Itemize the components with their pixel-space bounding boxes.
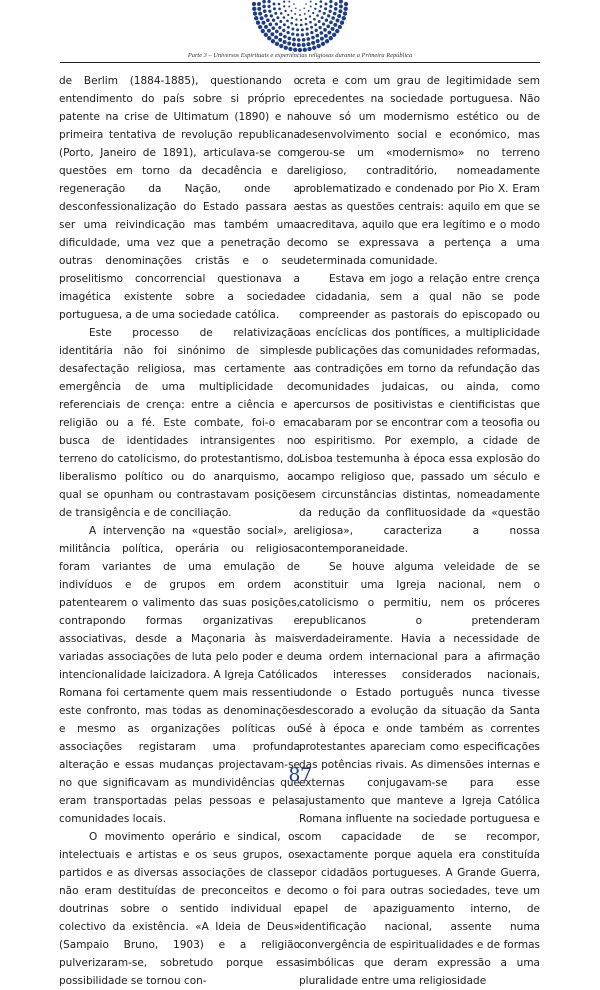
page-number: 87 bbox=[288, 764, 312, 786]
ornament-dot bbox=[299, 9, 301, 11]
ornament-dot bbox=[305, 18, 307, 20]
ornament-dot bbox=[316, 14, 319, 17]
ornament-dot bbox=[292, 38, 296, 42]
paragraph: O movimento operário e sindical, os intelectuais e artistas e os seus grupos, os partidos e as diversas associações de classe não eram destituídas de preconceitos e de doutrinas sobre o sentido individual e colectivo da existência. «A Ideia de Deus» (Sampaio Bruno, 1903) e a religião pulverizaram-se, sobretudo porque essa possibilidade se tornou con- bbox=[59, 831, 300, 987]
paragraph: Se houve alguma veleidade de se constituir uma Igreja nacional, nem o catolicismo o permitiu, nem os próceres republicanos o pretenderam verdadeiramente. Havia a necessidade de uma ordem internacional para a afirmação dos interesses considerados nacionais, donde o Estado português nunca tivesse descorado a evolução da situação da Santa Sé à época e onde também as correntes protestantes apareciam como especificações das potências rivais. As dimensões internas e externas conjugavam-se para esse ajustamento que manteve a Igreja Católica Romana influente na sociedade portuguesa e com capacidade de se recompor, exactamente porque aquela era constituída por cidadãos portugueses. A Grande Guerra, como o foi para outras sociedades, teve um papel de apaziguamento interno, de identificação nacional, assente numa convergência de espiritualidades e de formas simbólicas que deram expressão a uma pluralidade entre uma religiosidade bbox=[299, 561, 540, 987]
ornament-dot bbox=[306, 42, 310, 46]
ornament-dot bbox=[339, 4, 343, 8]
ornament-dot bbox=[293, 3, 295, 5]
ornament-dot bbox=[320, 31, 324, 35]
ornament-dot bbox=[280, 12, 283, 15]
paragraph: A intervenção na «questão social», a militância política, operária ou religiosa foram variantes de uma emulação de indivíduos e de grupos em ordem a patentearem o valimento das suas posições, contrapondo formas organizativas e associativas, desde a Maçonaria às mais variadas associações de luta pelo poder e de intencionalidade laicizadora. A Igreja Católica Romana foi certamente quem mais ressentiu este confronto, mas todas as denominações e mesmo as organizações políticas ou associações registaram uma profunda alteração e essas mudanças projectavam-se no que significavam as mundividências que eram transportadas pelas pessoas e pelas comunidades locais. bbox=[59, 525, 300, 825]
ornament-dot bbox=[260, 16, 264, 20]
ornament-dot bbox=[295, 23, 298, 26]
ornament-dot bbox=[274, 35, 278, 39]
ornament-dot bbox=[313, 18, 316, 21]
ornament-dot bbox=[279, 33, 283, 37]
ornament-dot bbox=[279, 20, 282, 23]
ornament-dot bbox=[315, 29, 318, 32]
ornament-dot bbox=[314, 8, 316, 10]
ornament-dot bbox=[311, 41, 315, 45]
ornament-dot bbox=[261, 29, 265, 33]
ornament-dot bbox=[284, 46, 288, 50]
ornament-dot bbox=[274, 12, 277, 15]
ornament-dot bbox=[336, 19, 340, 23]
ornament-dot bbox=[315, 34, 319, 38]
ornament-dot bbox=[310, 31, 313, 34]
ornament-dot bbox=[329, 36, 333, 40]
ornament-dot bbox=[297, 43, 301, 47]
ornament-dot bbox=[307, 37, 311, 41]
ornament-dot bbox=[283, 0, 285, 2]
ornament-dot bbox=[271, 39, 275, 43]
ornament-dot bbox=[283, 40, 287, 44]
ornament-dot bbox=[334, 7, 338, 11]
ornament-dot bbox=[270, 32, 274, 36]
ornament-dot bbox=[320, 0, 323, 3]
ornament-dot bbox=[286, 31, 289, 34]
ornament-dot bbox=[288, 5, 290, 7]
ornament-dot bbox=[302, 43, 306, 47]
ornament-dot bbox=[290, 10, 292, 12]
ornament-dot bbox=[306, 28, 309, 31]
ornament-dot bbox=[300, 19, 302, 21]
ornament-dot bbox=[268, 10, 271, 13]
ornament-dot bbox=[329, 5, 332, 8]
ornament-dot bbox=[283, 35, 287, 39]
ornament-dot bbox=[331, 16, 335, 20]
ornament-dot bbox=[309, 21, 312, 24]
ornament-dot bbox=[322, 22, 325, 25]
ornament-dot bbox=[321, 42, 325, 46]
ornament-dot bbox=[275, 30, 279, 34]
ornament-dot bbox=[324, 34, 328, 38]
ornament-dot bbox=[275, 22, 278, 25]
ornament-dot bbox=[316, 39, 320, 43]
ornament-dot bbox=[306, 32, 309, 35]
ornament-dot bbox=[301, 28, 304, 31]
ornament-dot bbox=[273, 7, 276, 10]
ornament-dot bbox=[276, 16, 279, 19]
ornament-dot bbox=[262, 5, 266, 9]
ornament-dot bbox=[310, 26, 313, 29]
header-rule bbox=[60, 62, 540, 63]
ornament-dot bbox=[333, 12, 337, 16]
ornament-dot bbox=[266, 18, 270, 22]
ornament-dot bbox=[272, 19, 275, 22]
ornament-dot bbox=[278, 38, 282, 42]
ornament-dot bbox=[331, 27, 335, 31]
ornament-dot bbox=[344, 2, 348, 6]
ornament-dot bbox=[311, 36, 315, 40]
ornament-dot bbox=[329, 21, 333, 25]
running-header: Parte 3 – Universos Espirituais e experiências religiosas durante a Primeira República bbox=[187, 52, 413, 59]
ornament-dot bbox=[323, 28, 327, 32]
ornament-dot bbox=[271, 26, 275, 30]
ornament-dot bbox=[287, 14, 289, 16]
ornament-dot bbox=[288, 1, 290, 3]
ornament-dot bbox=[254, 16, 258, 20]
ornament-dot bbox=[343, 11, 347, 15]
ornament-dot bbox=[292, 43, 296, 47]
ornament-dot bbox=[283, 23, 286, 26]
ornament-dot bbox=[295, 18, 297, 20]
ornament-dot bbox=[296, 28, 299, 31]
ornament-dot bbox=[263, 9, 267, 13]
ornament-dot bbox=[267, 29, 271, 33]
ornament-dot bbox=[296, 33, 299, 36]
ornament-dot bbox=[291, 28, 294, 31]
ornament-dot bbox=[273, 3, 276, 6]
ornament-dot bbox=[256, 21, 260, 25]
ornament-dot bbox=[304, 13, 306, 15]
ornament-dot bbox=[317, 44, 321, 48]
ornament-dot bbox=[262, 21, 266, 25]
ornament-dot bbox=[295, 7, 297, 9]
ornament-dot bbox=[323, 12, 326, 15]
ornament-dot bbox=[318, 10, 321, 13]
ornament-dot bbox=[339, 0, 343, 4]
paragraph: Estava em jogo a relação entre crença e cidadania, sem a qual não se pode compreender as pastorais do episcopado ou as encíclicas dos pontífices, a multiplicidade de publicações das comunidades reformadas, as contradições em torno da refundação das comunidades judaicas, ou ainda, como percursos de positivistas e cientificistas que acabaram por se encontrar com a teosofia ou o espiritismo. Por exemplo, a cidade de Lisboa testemunha à época essa explosão do campo religioso que, passado um século e em circunstâncias distintas, nomeadamente da redução da conflituosidade da «questão religiosa», caracteriza a nossa contemporaneidade. bbox=[299, 273, 540, 555]
ornament-dot bbox=[302, 38, 306, 42]
ornament-dot bbox=[267, 0, 270, 3]
ornament-dot bbox=[332, 33, 336, 37]
ornament-dot bbox=[308, 10, 310, 12]
ornament-dot bbox=[278, 8, 281, 11]
ornament-dot bbox=[328, 10, 331, 13]
ornament-dot bbox=[287, 42, 291, 46]
decorative-dotted-ornament bbox=[238, 0, 362, 52]
ornament-dot bbox=[321, 16, 324, 19]
ornament-dot bbox=[342, 16, 346, 20]
ornament-dot bbox=[305, 3, 307, 5]
paragraph: de Berlim (1884-1885), questionando o entendimento do país sobre si próprio e patente na crise de Ultimatum (1890) e na primeira tentativa de revolução republicana (Porto, Janeiro de 1891), articulava-se com questões em torno da decadência e da regeneração da Nação, onde a desconfessionalização do Estado passara a ser uma reivindicação mas também uma dificuldade, uma vez que a penetração de outras denominações cristãs e o seu proselitismo concorrencial questionava a imagética existente sobre a sociedade portuguesa, a de uma sociedade católica. bbox=[59, 75, 300, 321]
ornament-dot bbox=[340, 21, 344, 25]
ornament-dot bbox=[312, 12, 314, 14]
ornament-dot bbox=[329, 0, 332, 3]
ornament-dot bbox=[318, 26, 321, 29]
ornament-dot bbox=[307, 47, 311, 51]
ornament-dot bbox=[291, 17, 293, 19]
ornament-dot bbox=[258, 12, 262, 16]
ornament-dot bbox=[287, 26, 290, 29]
ornament-dot bbox=[325, 19, 328, 22]
ornament-dot bbox=[344, 7, 348, 11]
ornament-dot bbox=[264, 14, 268, 18]
ornament-dot bbox=[320, 5, 323, 8]
ornament-dot bbox=[288, 47, 292, 51]
ornament-dot bbox=[303, 7, 305, 9]
ornament-dot bbox=[252, 7, 256, 11]
ornament-dot bbox=[310, 5, 312, 7]
ornament-dot bbox=[264, 25, 268, 29]
ornament-dot bbox=[258, 25, 262, 29]
paragraph: creta e com um grau de legitimidade sem precedentes na sociedade portuguesa. Não houve só um modernismo estético ou de desenvolvimento social e económico, mas gerou-se um «modernismo» no terreno religioso, contraditório, nomeadamente problematizado e condenado por Pio X. Eram estas as questões centrais: aquilo em que se acreditava, aquilo que era legítimo e o modo como se expressava a pertença a uma determinada comunidade. bbox=[299, 75, 540, 267]
ornament-dot bbox=[297, 38, 301, 42]
ornament-dot bbox=[334, 2, 338, 6]
dotted-ornament-graphic bbox=[238, 0, 362, 52]
ornament-dot bbox=[290, 22, 293, 25]
ornament-dot bbox=[315, 3, 317, 5]
ornament-dot bbox=[301, 33, 304, 36]
ornament-dot bbox=[278, 26, 281, 29]
ornament-dot bbox=[257, 2, 261, 6]
ornament-dot bbox=[286, 20, 289, 23]
ornament-dot bbox=[284, 10, 286, 12]
ornament-dot bbox=[326, 24, 330, 28]
ornament-dot bbox=[270, 14, 273, 17]
ornament-dot bbox=[338, 25, 342, 29]
ornament-dot bbox=[294, 13, 296, 15]
ornament-dot bbox=[333, 23, 337, 27]
ornament-dot bbox=[327, 14, 330, 17]
ornament-dot bbox=[305, 23, 308, 26]
ornament-dot bbox=[299, 14, 301, 16]
ornament-dot bbox=[318, 20, 321, 23]
ornament-dot bbox=[279, 44, 283, 48]
ornament-dot bbox=[310, 1, 312, 3]
ornament-dot bbox=[269, 23, 273, 27]
ornament-dot bbox=[264, 33, 268, 37]
ornament-dot bbox=[253, 11, 257, 15]
ornament-dot bbox=[300, 24, 303, 27]
ornament-dot bbox=[283, 5, 285, 7]
ornament-dot bbox=[337, 14, 341, 18]
ornament-dot bbox=[267, 5, 270, 8]
ornament-dot bbox=[262, 0, 266, 3]
ornament-dot bbox=[288, 37, 292, 41]
ornament-dot bbox=[267, 36, 271, 40]
ornament-dot bbox=[335, 29, 339, 33]
ornament-dot bbox=[252, 2, 256, 6]
ornament-dot bbox=[338, 9, 342, 13]
ornament-dot bbox=[312, 46, 316, 50]
ornament-dot bbox=[283, 16, 286, 19]
ornament-dot bbox=[327, 31, 331, 35]
ornament-dot bbox=[309, 15, 311, 17]
ornament-dot bbox=[325, 3, 328, 6]
ornament-dot bbox=[320, 37, 324, 41]
ornament-dot bbox=[324, 7, 327, 10]
paragraph: Este processo de relativização identitária não foi sinónimo de simples desafectação religiosa, mas certamente a emergência de uma multiplicidade de referenciais de crença: entre a ciência e a religião ou a fé. Este combate, foi-o em busca de identidades intransigentes no terreno do catolicismo, do protestantismo, do liberalismo político ou do anarquismo, ao qual se opunham ou contrastavam posições de transigência e de conciliação. bbox=[59, 327, 300, 519]
ornament-dot bbox=[325, 39, 329, 43]
ornament-dot bbox=[278, 3, 281, 6]
ornament-dot bbox=[275, 42, 279, 46]
ornament-dot bbox=[314, 23, 317, 26]
ornament-dot bbox=[282, 29, 285, 32]
ornament-dot bbox=[257, 7, 261, 11]
ornament-dot bbox=[291, 32, 294, 35]
